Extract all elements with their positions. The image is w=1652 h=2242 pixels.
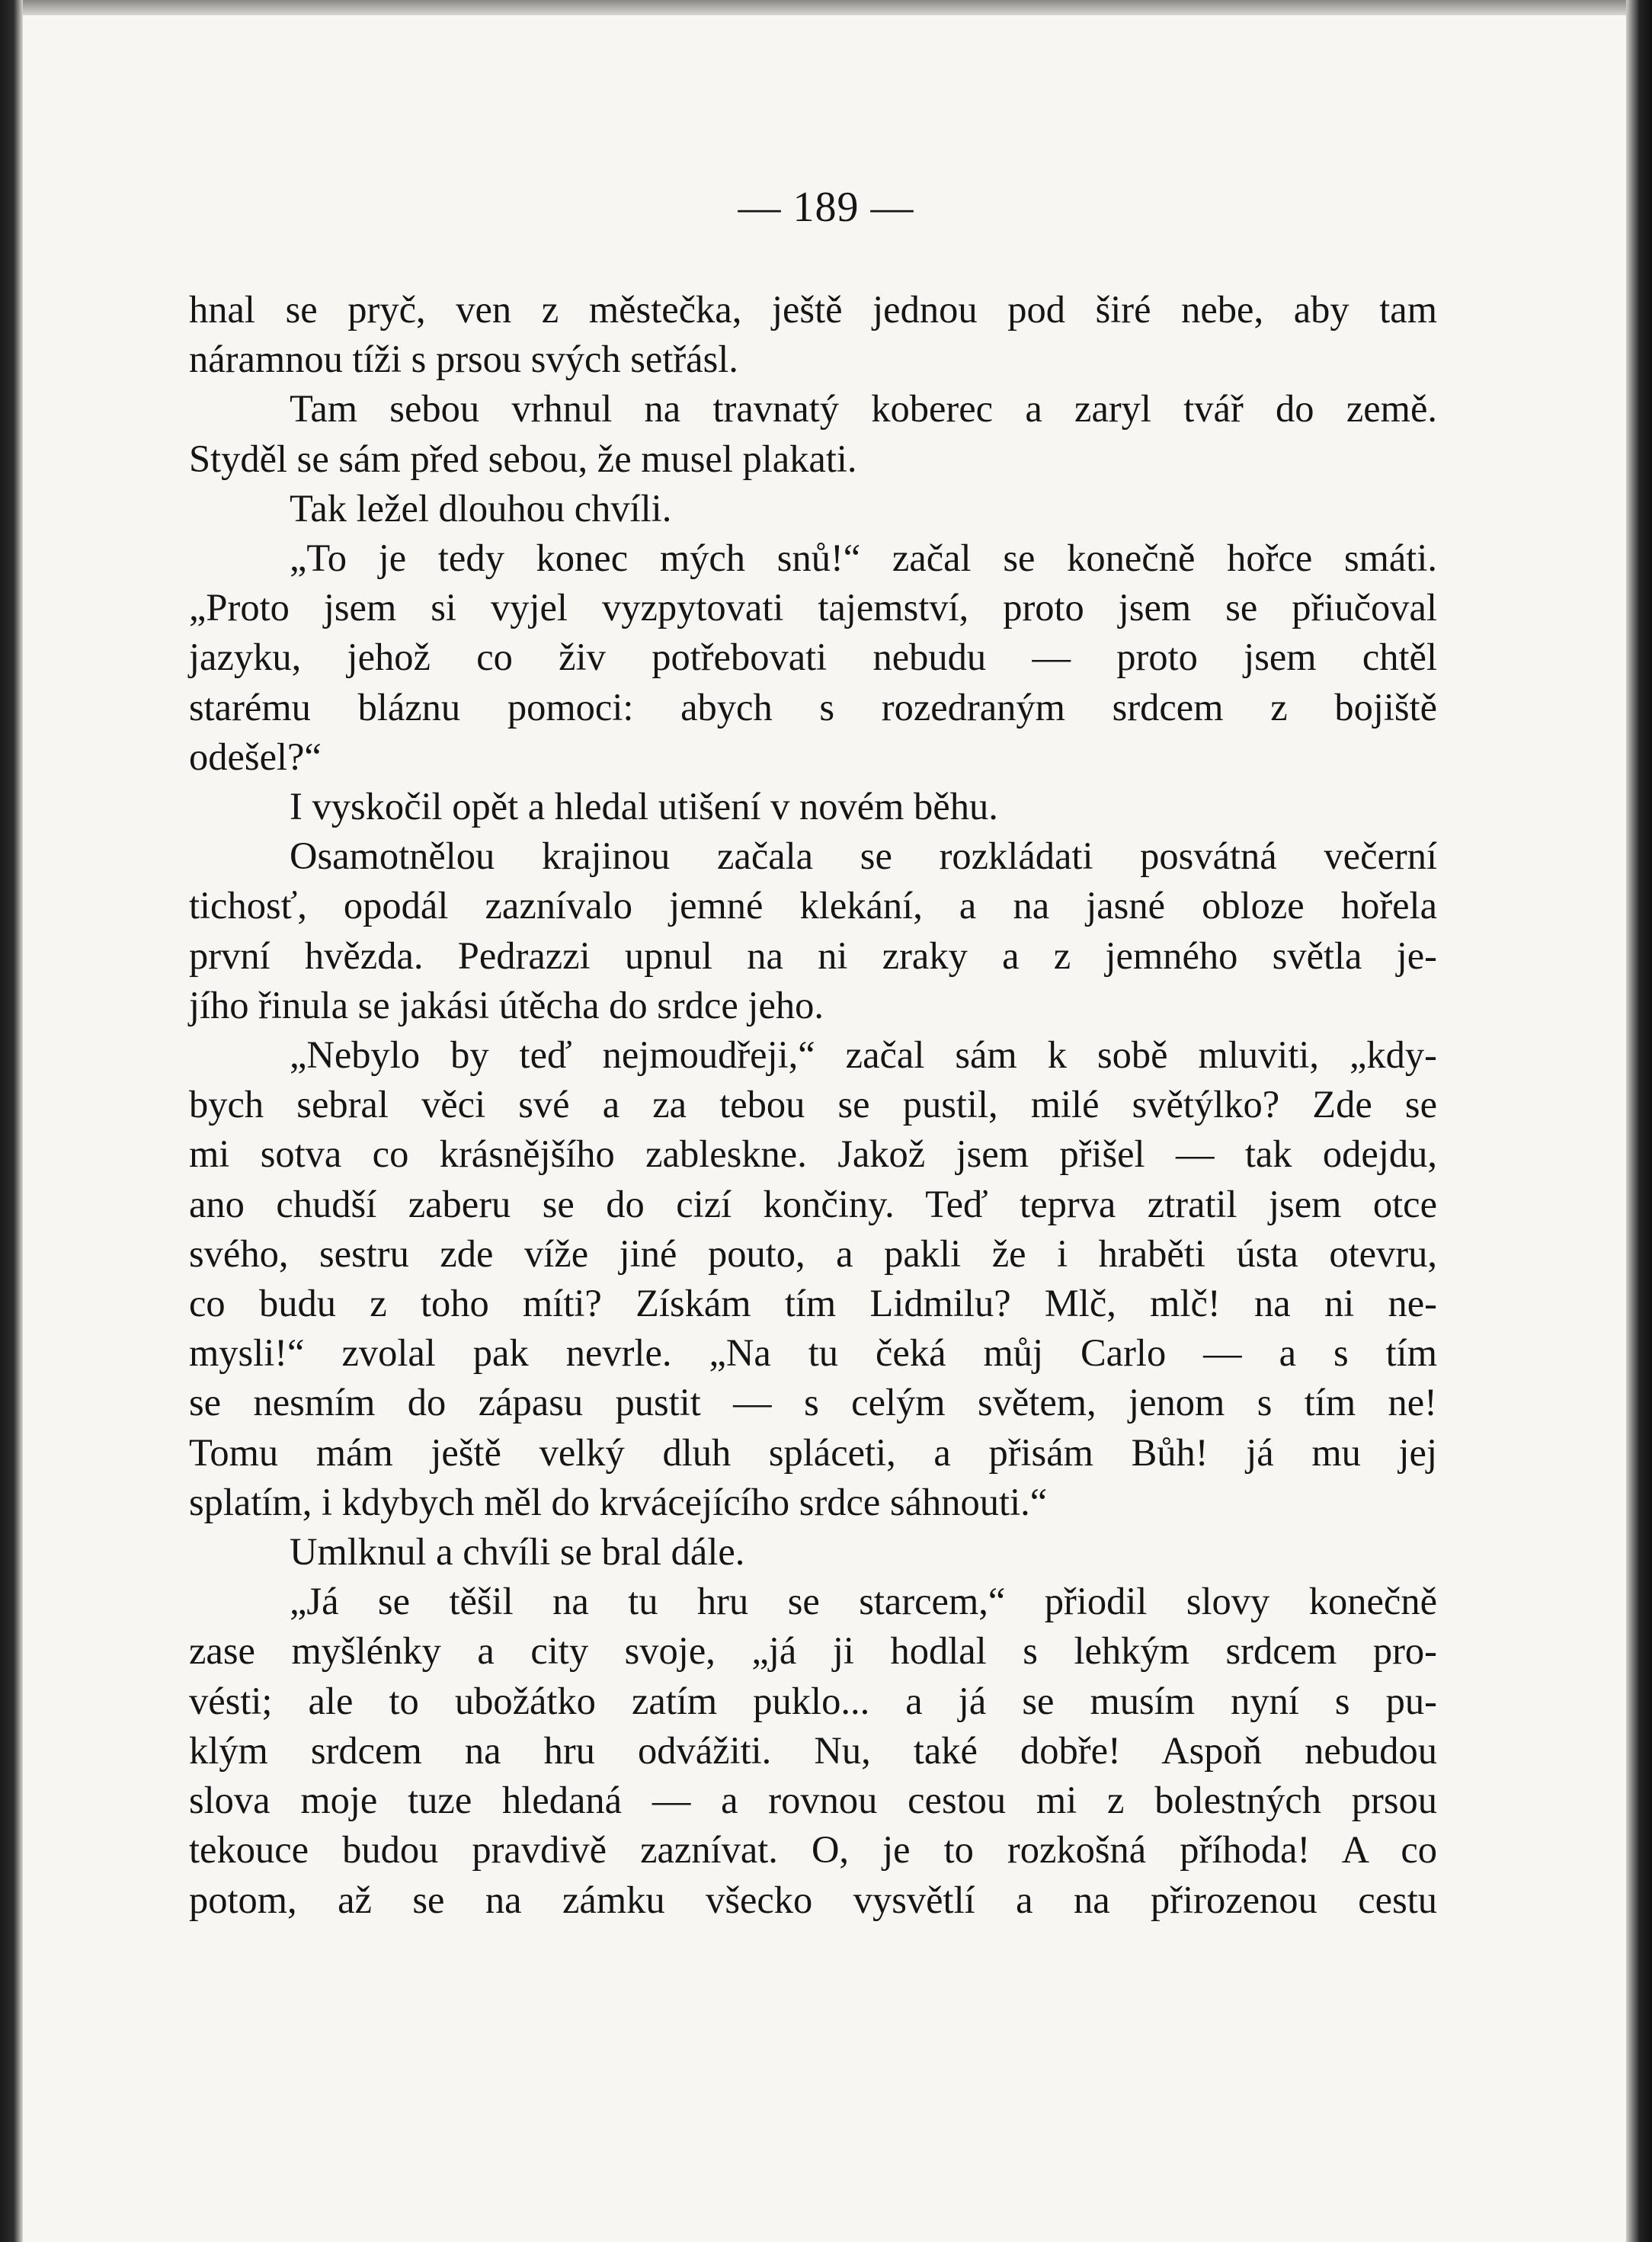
text-line: Osamotnělou krajinou začala se rozkládati posvátná večerní [290,834,1437,878]
text-line: „Nebylo by teď nejmoudřeji,“ začal sám k sobě mluviti, „kdy- [290,1033,1437,1077]
text-line: jího řinula se jakási útěcha do srdce jeho. [189,983,824,1027]
body-text [189,285,1437,1925]
text-line: splatím, i kdybych měl do krvácejícího srdce sáhnouti.“ [189,1480,1048,1523]
text-line: mi sotva co krásnějšího zableskne. Jakož jsem přišel — tak odejdu, [189,1132,1437,1176]
text-line: potom, až se na zámku všecko vysvětlí a na přirozenou cestu [189,1878,1437,1921]
text-line: mysli!“ zvolal pak nevrle. „Na tu čeká můj Carlo — a s tím [189,1331,1437,1375]
text-line: Tam sebou vrhnul na travnatý koberec a zaryl tvář do země. [290,387,1437,431]
page-left-edge [0,0,23,2242]
text-line: jazyku, jehož co živ potřebovati nebudu — proto jsem chtěl [189,636,1437,679]
text-line: tichosť, opodál zaznívalo jemné klekání, a na jasné obloze hořela [189,884,1437,927]
text-line: náramnou tíži s prsou svých setřásl. [189,338,738,381]
text-line: první hvězda. Pedrazzi upnul na ni zraky a z jemného světla je- [189,934,1437,977]
page-top-edge [0,0,1652,15]
text-line: svého, sestru zde víže jiné pouto, a pakli že i hraběti ústa otevru, [189,1231,1437,1275]
text-line: odešel?“ [189,735,322,778]
text-line: Styděl se sám před sebou, že musel plakati. [189,437,857,480]
text-line: starému bláznu pomoci: abych s rozedraným srdcem z bojiště [189,685,1437,729]
text-line: vésti; ale to ubožátko zatím puklo... a já se musím nyní s pu- [189,1679,1437,1722]
text-line: ano chudší zaberu se do cizí končiny. Teď teprva ztratil jsem otce [189,1182,1437,1225]
text-line: tekouce budou pravdivě zaznívat. O, je to rozkošná příhoda! A co [189,1828,1437,1872]
text-line: se nesmím do zápasu pustit — s celým světem, jenom s tím ne! [189,1381,1437,1424]
text-line: „To je tedy konec mých snů!“ začal se konečně hořce smáti. [290,536,1437,580]
page-right-edge [1626,0,1652,2242]
text-line: Tomu mám ještě velký dluh spláceti, a přisám Bůh! já mu jej [189,1430,1437,1474]
text-line: „Já se těšil na tu hru se starcem,“ přiodil slovy konečně [290,1580,1437,1623]
text-line: I vyskočil opět a hledal utišení v novém běhu. [290,785,998,828]
text-line: co budu z toho míti? Získám tím Lidmilu? Mlč, mlč! na ni ne- [189,1282,1437,1325]
text-line: Umlknul a chvíli se bral dále. [290,1530,745,1574]
text-line: klým srdcem na hru odvážiti. Nu, také dobře! Aspoň nebudou [189,1728,1437,1772]
text-line: hnal se pryč, ven z městečka, ještě jednou pod širé nebe, aby tam [189,288,1437,331]
text-line: „Proto jsem si vyjel vyzpytovati tajemství, proto jsem se přiučoval [189,586,1437,629]
text-line: zase myšlénky a city svoje, „já ji hodlal s lehkým srdcem pro- [189,1629,1437,1673]
text-line: Tak ležel dlouhou chvíli. [290,486,672,530]
text-line: bych sebral věci své a za tebou se pustil, milé světýlko? Zde se [189,1083,1437,1126]
text-line: slova moje tuze hledaná — a rovnou cestou mi z bolestných prsou [189,1779,1437,1822]
page-number: — 189 — [738,184,914,231]
